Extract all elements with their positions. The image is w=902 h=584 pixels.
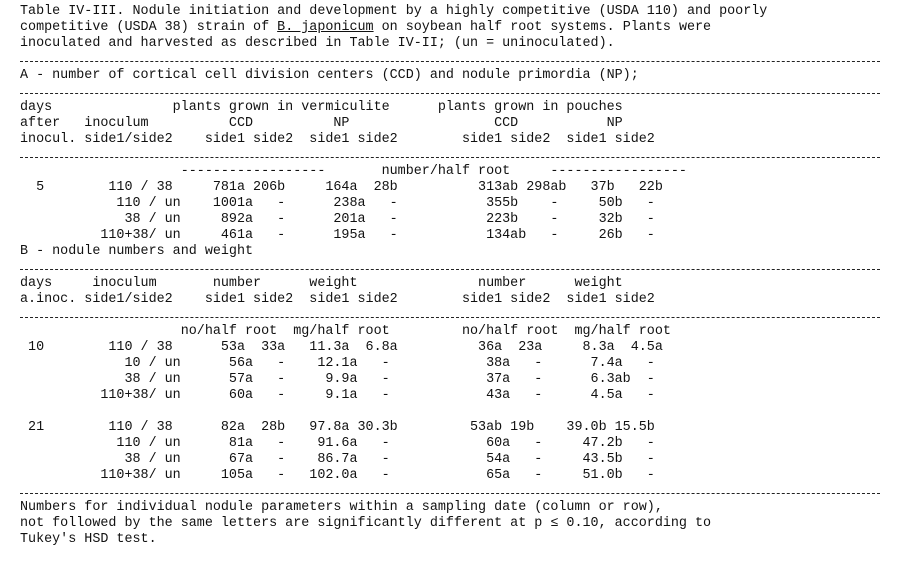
divider <box>20 260 898 276</box>
table-title-line-3: inoculated and harvested as described in Table IV-II; (un = uninoculated). <box>20 36 615 51</box>
species-name: B. japonicum <box>277 20 374 35</box>
section-b-units: no/half root mg/half root no/half root mg/half root <box>20 324 671 339</box>
section-a-units: ------------------ number/half root ----------------- <box>20 164 687 179</box>
section-b-heading: B - nodule numbers and weight <box>20 244 254 259</box>
section-b-header-line: days inoculum number weight number weight <box>20 276 623 291</box>
footnote-line: Numbers for individual nodule parameters within a sampling date (column or row), <box>20 500 663 515</box>
row-group-gap <box>20 404 898 420</box>
table-row: 10 / un 56a - 12.1a - 38a - 7.4a - <box>20 356 655 371</box>
table-row: 21 110 / 38 82a 28b 97.8a 30.3b 53ab 19b 39.0b 15.5b <box>20 420 655 435</box>
divider <box>20 52 898 68</box>
section-b-header-line: a.inoc. side1/side2 side1 side2 side1 side2 side1 side2 side1 side2 <box>20 292 655 307</box>
divider <box>20 84 898 100</box>
table-row: 38 / un 892a - 201a - 223b - 32b - <box>20 212 655 227</box>
title-text-a: competitive (USDA 38) strain of <box>20 20 278 35</box>
table-row: 110 / un 1001a - 238a - 355b - 50b - <box>20 196 655 211</box>
table-row: 110+38/ un 60a - 9.1a - 43a - 4.5a - <box>20 388 655 403</box>
section-a-header-line: after inoculum CCD NP CCD NP <box>20 116 623 131</box>
table-row: 5 110 / 38 781a 206b 164a 28b 313ab 298ab 37b 22b <box>20 180 663 195</box>
table-row: 38 / un 67a - 86.7a - 54a - 43.5b - <box>20 452 655 467</box>
footnote-line: Tukey's HSD test. <box>20 532 157 547</box>
title-text-b: on soybean half root systems. Plants were <box>373 20 712 35</box>
table-title-line-1: Table IV-III. Nodule initiation and development by a highly competitive (USDA 110) and poorly <box>20 4 768 19</box>
table-title-line-2 <box>20 20 898 36</box>
section-a-header-line: inocul. side1/side2 side1 side2 side1 side2 side1 side2 side1 side2 <box>20 132 655 147</box>
divider <box>20 484 898 500</box>
section-a-header-line: days plants grown in vermiculite plants grown in pouches <box>20 100 623 115</box>
table-row: 110+38/ un 105a - 102.0a - 65a - 51.0b - <box>20 468 655 483</box>
table-row: 10 110 / 38 53a 33a 11.3a 6.8a 36a 23a 8.3a 4.5a <box>20 340 663 355</box>
divider <box>20 148 898 164</box>
section-a-heading: A - number of cortical cell division centers (CCD) and nodule primordia (NP); <box>20 68 639 83</box>
table-row: 110+38/ un 461a - 195a - 134ab - 26b - <box>20 228 655 243</box>
table-row: 110 / un 81a - 91.6a - 60a - 47.2b - <box>20 436 655 451</box>
divider <box>20 308 898 324</box>
table-row: 38 / un 57a - 9.9a - 37a - 6.3ab - <box>20 372 655 387</box>
table-document <box>20 4 898 548</box>
footnote-line: not followed by the same letters are significantly different at p ≤ 0.10, according to <box>20 516 712 531</box>
